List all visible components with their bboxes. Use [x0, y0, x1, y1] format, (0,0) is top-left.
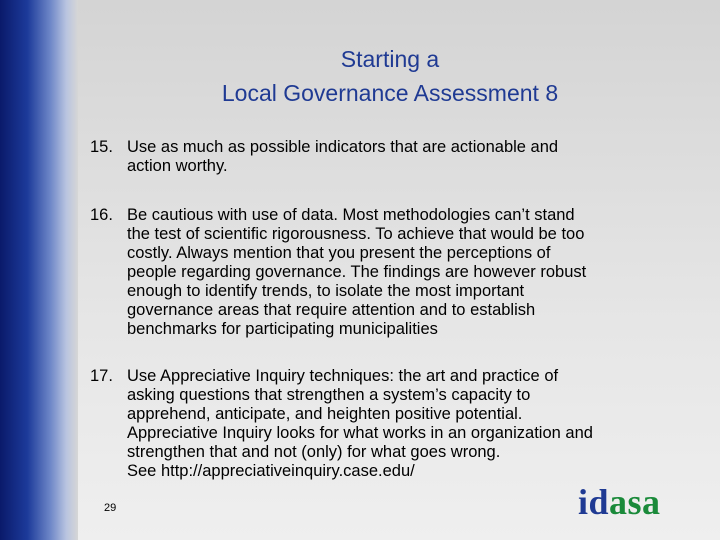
text-line: See http://appreciativeinquiry.case.edu/	[127, 462, 415, 480]
text-line: action worthy.	[127, 157, 228, 175]
list-item-text	[127, 138, 702, 176]
text-line: costly. Always mention that you present the perceptions of	[127, 244, 551, 262]
left-gradient-bar	[0, 0, 78, 540]
page-number: 29	[104, 502, 117, 514]
text-line: Be cautious with use of data. Most methodologies can’t stand	[127, 206, 575, 224]
list-item-number: 17.	[90, 367, 113, 385]
text-line: governance areas that require attention and to establish	[127, 301, 536, 319]
slide-title-line-2: Local Governance Assessment 8	[221, 80, 559, 106]
text-line: benchmarks for participating municipalities	[127, 320, 438, 338]
text-line: Appreciative Inquiry looks for what works in an organization and	[127, 424, 593, 442]
text-line: strengthen that and not (only) for what goes wrong.	[127, 443, 501, 461]
logo-part-id: id	[578, 482, 610, 522]
logo-part-asa: asa	[609, 482, 661, 522]
slide-title-line-1: Starting a	[340, 46, 440, 72]
list-item-text	[127, 367, 702, 481]
text-line: enough to identify trends, to isolate the most important	[127, 282, 525, 300]
list-item-number: 16.	[90, 206, 113, 224]
slide-title	[100, 42, 680, 110]
list-item-text	[127, 206, 702, 339]
list-item-number: 15.	[90, 138, 113, 156]
text-line: the test of scientific rigorousness. To achieve that would be too	[127, 225, 585, 243]
idasa-logo	[578, 482, 661, 522]
text-line: asking questions that strengthen a system’s capacity to	[127, 386, 531, 404]
text-line: Use Appreciative Inquiry techniques: the art and practice of	[127, 367, 559, 385]
text-line: people regarding governance. The findings are however robust	[127, 263, 587, 281]
text-line: Use as much as possible indicators that are actionable and	[127, 138, 559, 156]
text-line: apprehend, anticipate, and heighten positive potential.	[127, 405, 523, 423]
